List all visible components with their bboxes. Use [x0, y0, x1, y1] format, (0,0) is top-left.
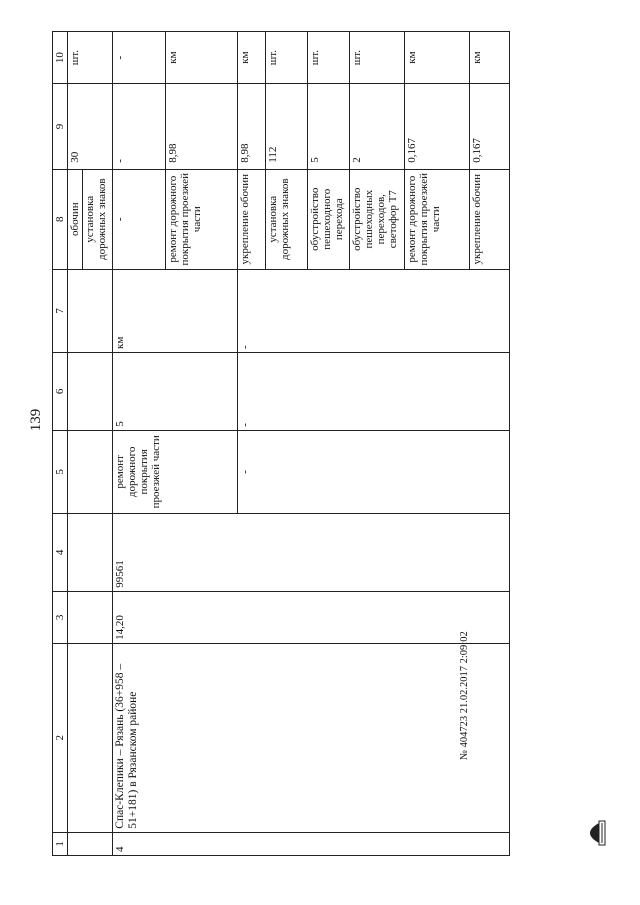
- cell: [68, 430, 113, 513]
- document-table-rotated: [52, 31, 567, 856]
- row-number: 4: [113, 832, 510, 855]
- col-number: 4: [53, 513, 68, 591]
- unit: шт.: [68, 32, 113, 84]
- cell: [68, 513, 113, 591]
- unit: -: [113, 32, 166, 84]
- unit: км: [238, 32, 266, 84]
- unit: шт.: [308, 32, 350, 84]
- col6-value: 5: [113, 352, 238, 430]
- continuation-row: [68, 32, 83, 856]
- work-type: -: [113, 169, 166, 269]
- work-type: укрепление обочин: [238, 169, 266, 269]
- unit: км: [405, 32, 470, 84]
- registration-number: № 404723 21.02.2017 2:09:02: [459, 631, 470, 760]
- col-number: 10: [53, 32, 68, 84]
- work-type: обочин: [68, 169, 83, 269]
- work-type: ремонт дорожного покрытия проезжей части: [166, 169, 238, 269]
- work-type: установка дорожных знаков: [266, 169, 308, 269]
- page-number: 139: [28, 408, 44, 432]
- road-name: Спас-Клепики – Рязань (36+958 – 51+181) в Рязанском районе: [113, 643, 510, 832]
- unit: км: [166, 32, 238, 84]
- unit: шт.: [266, 32, 308, 84]
- col-number: 5: [53, 430, 68, 513]
- col6-value: -: [238, 352, 510, 430]
- col-number: 6: [53, 352, 68, 430]
- quantity: 112: [266, 84, 308, 170]
- col7-unit: км: [113, 269, 238, 352]
- quantity: 2: [350, 84, 405, 170]
- row-4: [113, 32, 166, 856]
- col-number: 7: [53, 269, 68, 352]
- road-code: 99561: [113, 513, 510, 591]
- work-type: ремонт дорожного покрытия проезжей части: [405, 169, 470, 269]
- road-length: 14,20: [113, 591, 510, 643]
- column-number-row: [53, 32, 68, 856]
- quantity: 8,98: [166, 84, 238, 170]
- cell: [68, 832, 113, 855]
- works-table: [52, 31, 510, 856]
- quantity: 8,98: [238, 84, 266, 170]
- cell: [68, 643, 113, 832]
- quantity: 0,167: [470, 84, 510, 170]
- quantity: 30: [68, 84, 113, 170]
- quantity: 5: [308, 84, 350, 170]
- cell: [68, 269, 113, 352]
- unit: шт.: [350, 32, 405, 84]
- col-number: 9: [53, 84, 68, 170]
- cell: [68, 591, 113, 643]
- government-stamp-icon: [577, 819, 607, 847]
- col7-unit: -: [238, 269, 510, 352]
- unit: км: [470, 32, 510, 84]
- main-work: ремонт дорожного покрытия проезжей части: [113, 430, 238, 513]
- col-number: 3: [53, 591, 68, 643]
- work-type: обустройство пешеходных переходов, светофор Т7: [350, 169, 405, 269]
- quantity: -: [113, 84, 166, 170]
- col-number: 8: [53, 169, 68, 269]
- quantity: 0,167: [405, 84, 470, 170]
- cell: [68, 352, 113, 430]
- main-work: -: [238, 430, 510, 513]
- work-type: установка дорожных знаков: [83, 169, 113, 269]
- work-type: обустройство пешеходного перехода: [308, 169, 350, 269]
- col-number: 2: [53, 643, 68, 832]
- work-type: укрепление обочин: [470, 169, 510, 269]
- col-number: 1: [53, 832, 68, 855]
